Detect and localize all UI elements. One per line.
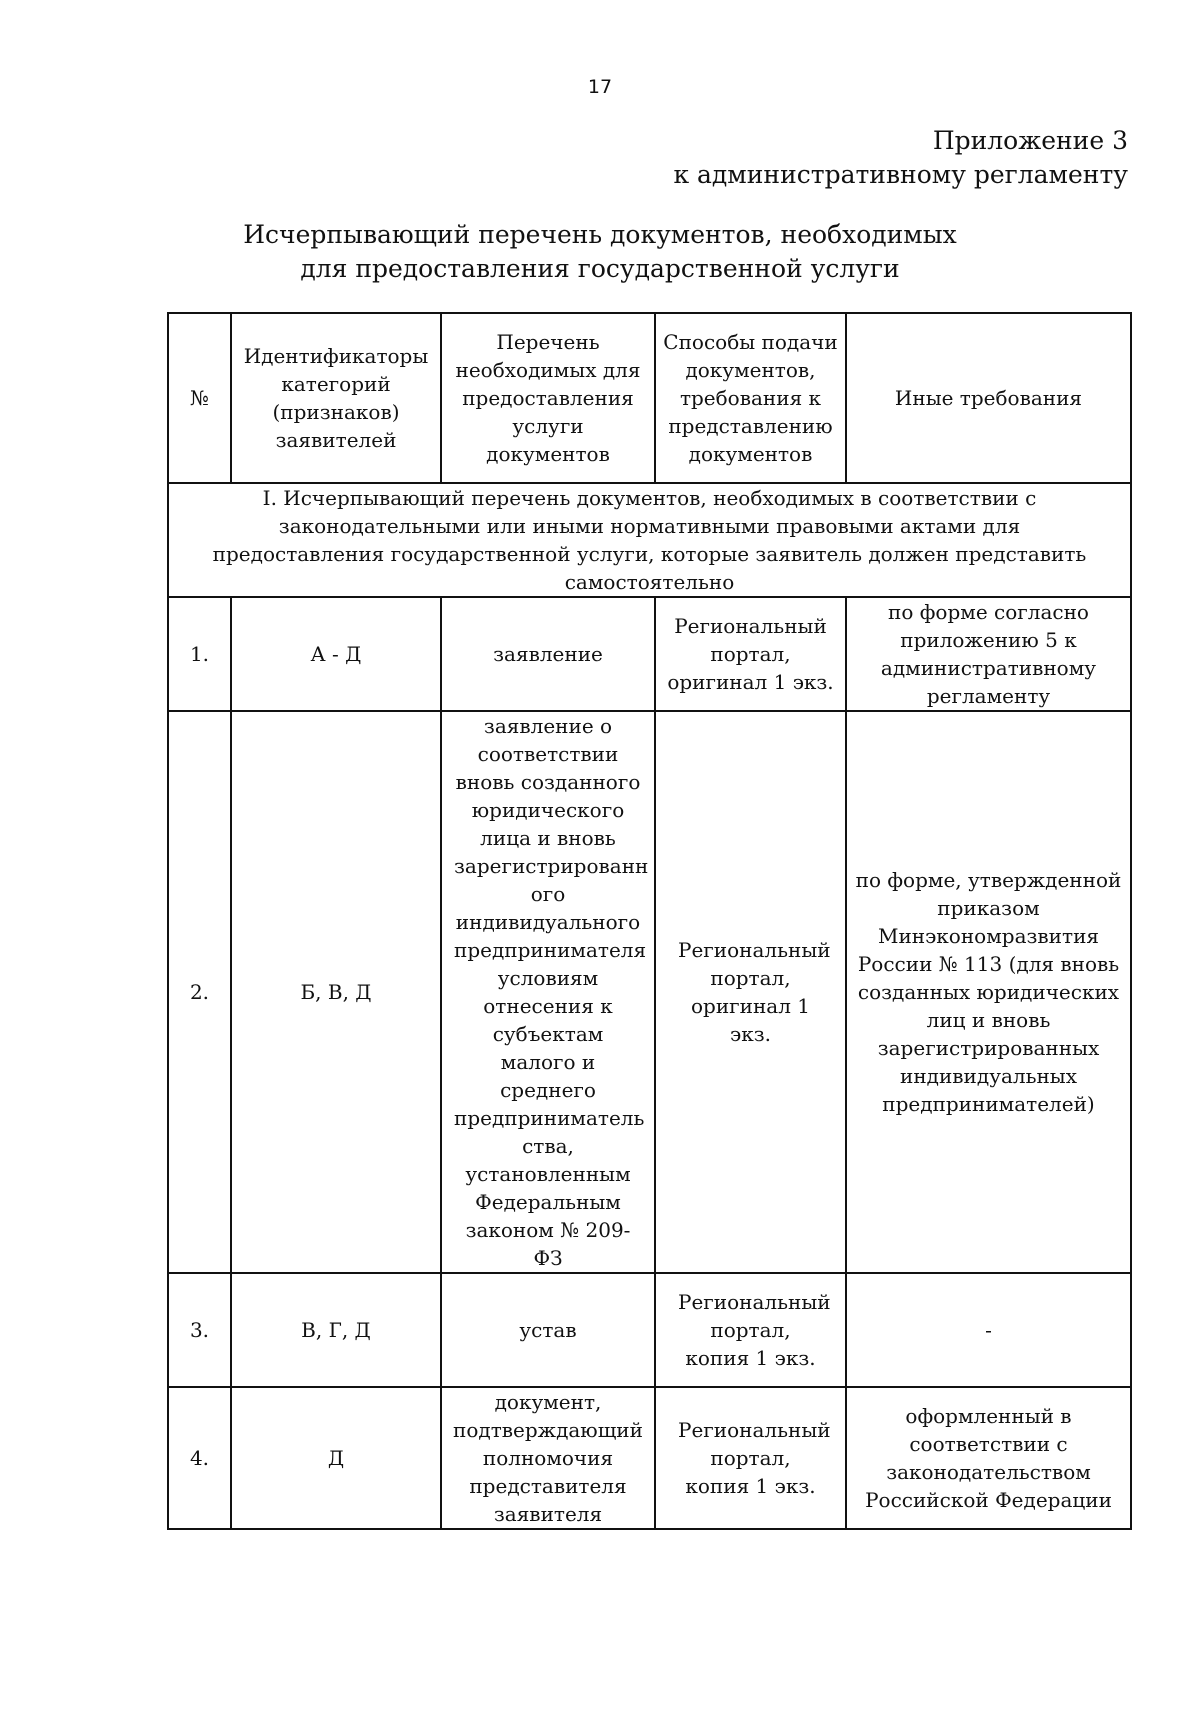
row-categories: Д [231,1387,441,1529]
documents-table [167,312,1132,1530]
row-categories: А - Д [231,597,441,711]
table-row [168,1273,1131,1387]
row-other-requirements: по форме, утвержденной приказом Минэкономразвития России № 113 (для вновь созданных юридических лиц и вновь зарегистрированных индивидуальных предпринимателей) [846,711,1131,1273]
row-submission: Региональный портал, копия 1 экз. [655,1387,846,1529]
row-document: заявление о соответствии вновь созданного юридического лица и вновь зарегистрированн ого индивидуального предпринимателя условиям отнесения к субъектам малого и среднего предприниматель ства, установленным Федеральным законом № 209-ФЗ [441,711,655,1273]
document-title-line-2: для предоставления государственной услуги [300,254,900,283]
table-row [168,1387,1131,1529]
table-row [168,597,1131,711]
row-other-requirements: - [846,1273,1131,1387]
appendix-label [673,124,1128,192]
document-title [0,218,1200,286]
row-document: заявление [441,597,655,711]
table-row [168,711,1131,1273]
page-number: 17 [587,76,613,98]
header-submission: Способы подачи документов, требования к представлению документов [655,313,846,483]
header-documents: Перечень необходимых для предоставления услуги документов [441,313,655,483]
header-other-requirements: Иные требования [846,313,1131,483]
appendix-line-2: к административному регламенту [673,160,1128,189]
header-categories: Идентификаторы категорий (признаков) заявителей [231,313,441,483]
row-categories: В, Г, Д [231,1273,441,1387]
row-other-requirements: оформленный в соответствии с законодательством Российской Федерации [846,1387,1131,1529]
table-header-row [168,313,1131,483]
row-submission: Региональный портал, оригинал 1 экз. [655,711,846,1273]
document-title-line-1: Исчерпывающий перечень документов, необходимых [243,220,957,249]
section-row [168,483,1131,597]
section-title: I. Исчерпывающий перечень документов, необходимых в соответствии с законодательными или иными нормативными правовыми актами для предоставления государственной услуги, которые заявитель должен представить самостоятельно [168,483,1131,597]
row-categories: Б, В, Д [231,711,441,1273]
row-number: 4. [168,1387,231,1529]
row-document: документ, подтверждающий полномочия представителя заявителя [441,1387,655,1529]
row-submission: Региональный портал, оригинал 1 экз. [655,597,846,711]
row-number: 1. [168,597,231,711]
row-submission: Региональный портал, копия 1 экз. [655,1273,846,1387]
header-number: № [168,313,231,483]
row-number: 3. [168,1273,231,1387]
row-document: устав [441,1273,655,1387]
row-other-requirements: по форме согласно приложению 5 к административному регламенту [846,597,1131,711]
appendix-line-1: Приложение 3 [932,126,1128,155]
row-number: 2. [168,711,231,1273]
